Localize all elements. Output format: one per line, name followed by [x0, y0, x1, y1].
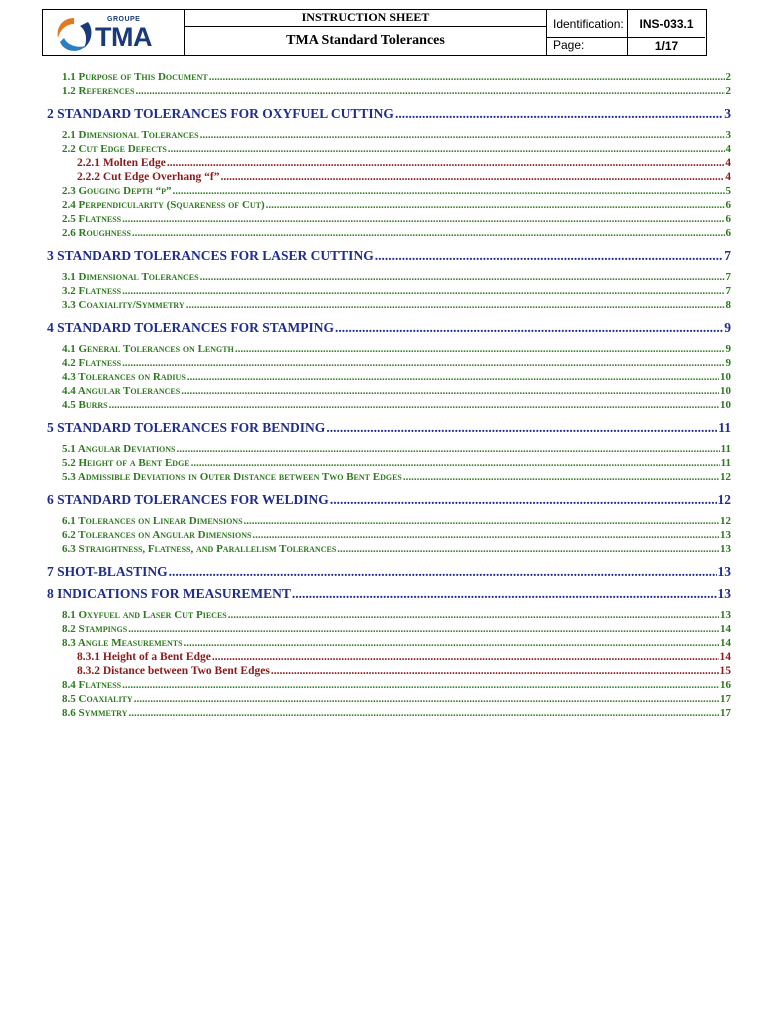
toc-entry-page: 13: [720, 609, 731, 621]
toc-entry-page: 4: [725, 143, 731, 155]
toc-entry-label: 3.2 Flatness: [62, 285, 122, 297]
toc-dot-leader: [266, 199, 725, 211]
toc-entry-label: 3.3 Coaxiality/Symmetry: [62, 299, 185, 311]
toc-entry-label: 8.6 Symmetry: [62, 707, 128, 719]
toc-entry-label: 2.5 Flatness: [62, 213, 122, 225]
toc-entry-label: 2.1 Dimensional Tolerances: [62, 129, 199, 141]
toc-dot-leader: [168, 143, 725, 155]
toc-entry-page: 9: [724, 320, 731, 335]
toc-entry-label: 5.2 Height of a Bent Edge: [62, 457, 190, 469]
toc-dot-leader: [212, 651, 719, 663]
toc-entry-page: 13: [720, 529, 731, 541]
toc-entry-level-1[interactable]: [47, 586, 731, 602]
toc-dot-leader: [128, 623, 719, 635]
toc-dot-leader: [209, 71, 725, 83]
toc-entry-page: 8: [725, 299, 731, 311]
toc-entry-page: 15: [719, 665, 731, 677]
toc-entry-level-3[interactable]: [77, 665, 731, 677]
toc-entry-level-2[interactable]: [62, 515, 731, 527]
company-logo: [43, 10, 185, 55]
toc-entry-level-1[interactable]: [47, 492, 731, 508]
toc-entry-level-2[interactable]: [62, 71, 731, 83]
toc-dot-leader: [191, 457, 720, 469]
toc-entry-page: 14: [720, 637, 731, 649]
toc-dot-leader: [134, 693, 719, 705]
toc-dot-leader: [181, 385, 719, 397]
toc-entry-label: 8.2 Stampings: [62, 623, 128, 635]
toc-entry-level-2[interactable]: [62, 399, 731, 411]
toc-entry-label: 8.5 Coaxiality: [62, 693, 133, 705]
toc-entry-level-2[interactable]: [62, 471, 731, 483]
toc-entry-label: 8.3.2 Distance between Two Bent Edges: [77, 665, 270, 677]
toc-dot-leader: [135, 85, 724, 97]
toc-dot-leader: [244, 515, 719, 527]
toc-entry-level-2[interactable]: [62, 143, 731, 155]
toc-dot-leader: [186, 299, 725, 311]
toc-entry-level-2[interactable]: [62, 609, 731, 621]
toc-dot-leader: [292, 586, 717, 602]
toc-entry-label: 7 SHOT-BLASTING: [47, 564, 168, 579]
toc-dot-leader: [395, 106, 723, 122]
toc-dot-leader: [200, 271, 725, 283]
toc-entry-level-2[interactable]: [62, 371, 731, 383]
identification-label: Identification:: [547, 10, 627, 38]
toc-entry-level-2[interactable]: [62, 385, 731, 397]
toc-entry-level-2[interactable]: [62, 227, 731, 239]
toc-dot-leader: [122, 357, 724, 369]
toc-dot-leader: [335, 320, 723, 336]
toc-entry-page: 7: [725, 271, 731, 283]
toc-entry-level-2[interactable]: [62, 457, 731, 469]
tma-swirl-icon: [52, 14, 96, 54]
toc-entry-page: 13: [720, 543, 731, 555]
toc-entry-page: 12: [720, 515, 731, 527]
toc-entry-level-2[interactable]: [62, 185, 731, 197]
toc-entry-label: 4.3 Tolerances on Radius: [62, 371, 186, 383]
toc-entry-level-2[interactable]: [62, 543, 731, 555]
toc-entry-level-1[interactable]: [47, 106, 731, 122]
toc-entry-label: 2 STANDARD TOLERANCES FOR OXYFUEL CUTTING: [47, 106, 394, 121]
toc-dot-leader: [173, 185, 725, 197]
document-header: [42, 9, 707, 56]
toc-entry-level-2[interactable]: [62, 213, 731, 225]
toc-entry-label: 2.3 Gouging Depth “p”: [62, 185, 172, 197]
toc-dot-leader: [271, 665, 719, 677]
toc-entry-level-3[interactable]: [77, 171, 731, 183]
toc-entry-label: 4.5 Burrs: [62, 399, 108, 411]
toc-entry-level-2[interactable]: [62, 299, 731, 311]
toc-entry-page: 13: [717, 586, 731, 601]
toc-entry-label: 4.1 General Tolerances on Length: [62, 343, 234, 355]
toc-dot-leader: [326, 420, 717, 436]
logo-name-text: TMA: [95, 22, 152, 52]
toc-dot-leader: [169, 564, 717, 580]
page-value: 1/17: [627, 38, 705, 55]
toc-entry-level-2[interactable]: [62, 693, 731, 705]
toc-dot-leader: [187, 371, 719, 383]
toc-dot-leader: [122, 285, 724, 297]
toc-entry-label: 2.2.2 Cut Edge Overhang “f”: [77, 171, 220, 183]
toc-entry-label: 1.2 References: [62, 85, 135, 97]
toc-dot-leader: [235, 343, 725, 355]
toc-entry-level-2[interactable]: [62, 529, 731, 541]
toc-entry-page: 2: [725, 85, 731, 97]
title-block: [185, 10, 547, 55]
page-label: Page:: [553, 38, 585, 52]
toc-entry-level-2[interactable]: [62, 129, 731, 141]
toc-entry-label: 2.6 Roughness: [62, 227, 131, 239]
toc-entry-label: 6.2 Tolerances on Angular Dimensions: [62, 529, 252, 541]
toc-entry-label: 4.4 Angular Tolerances: [62, 385, 181, 397]
toc-entry-page: 9: [725, 357, 731, 369]
toc-entry-page: 5: [725, 185, 731, 197]
toc-entry-page: 6: [725, 227, 731, 239]
toc-entry-level-1[interactable]: [47, 420, 731, 436]
toc-entry-label: 2.4 Perpendicularity (Squareness of Cut): [62, 199, 265, 211]
toc-entry-label: 2.2.1 Molten Edge: [77, 157, 166, 169]
toc-dot-leader: [403, 471, 719, 483]
toc-entry-page: 4: [725, 157, 731, 169]
toc-entry-page: 6: [725, 199, 731, 211]
document-title: TMA Standard Tolerances: [286, 33, 445, 48]
toc-entry-label: 8.3 Angle Measurements: [62, 637, 183, 649]
toc-dot-leader: [220, 171, 724, 183]
toc-entry-page: 10: [720, 399, 731, 411]
toc-dot-leader: [122, 679, 719, 691]
toc-entry-label: 6.3 Straightness, Flatness, and Parallelism Tolerances: [62, 543, 337, 555]
toc-dot-leader: [177, 443, 720, 455]
toc-entry-label: 8.1 Oxyfuel and Laser Cut Pieces: [62, 609, 227, 621]
toc-entry-page: 2: [725, 71, 731, 83]
toc-entry-page: 17: [720, 707, 731, 719]
toc-dot-leader: [128, 707, 719, 719]
toc-entry-page: 7: [724, 248, 731, 263]
logo-group-text: GROUPE: [107, 16, 141, 23]
toc-dot-leader: [228, 609, 719, 621]
toc-entry-page: 16: [720, 679, 731, 691]
toc-entry-page: 7: [725, 285, 731, 297]
toc-entry-level-2[interactable]: [62, 443, 731, 455]
toc-dot-leader: [132, 227, 725, 239]
toc-entry-level-2[interactable]: [62, 271, 731, 283]
toc-entry-level-3[interactable]: [77, 651, 731, 663]
toc-entry-level-2[interactable]: [62, 343, 731, 355]
toc-entry-page: 11: [718, 420, 731, 435]
toc-entry-label: 4 STANDARD TOLERANCES FOR STAMPING: [47, 320, 335, 335]
toc-entry-page: 3: [725, 129, 731, 141]
toc-dot-leader: [167, 157, 724, 169]
toc-entry-level-1[interactable]: [47, 248, 731, 264]
toc-entry-page: 14: [720, 623, 731, 635]
toc-entry-level-2[interactable]: [62, 637, 731, 649]
toc-entry-label: 8.3.1 Height of a Bent Edge: [77, 651, 211, 663]
toc-entry-label: 4.2 Flatness: [62, 357, 122, 369]
toc-entry-label: 5 STANDARD TOLERANCES FOR BENDING: [47, 420, 326, 435]
toc-entry-page: 17: [720, 693, 731, 705]
toc-entry-level-1[interactable]: [47, 320, 731, 336]
toc-dot-leader: [252, 529, 719, 541]
toc-dot-leader: [337, 543, 719, 555]
toc-entry-label: 8.4 Flatness: [62, 679, 122, 691]
toc-dot-leader: [375, 248, 724, 264]
toc-entry-page: 10: [720, 385, 731, 397]
toc-entry-label: 3 STANDARD TOLERANCES FOR LASER CUTTING: [47, 248, 374, 263]
toc-entry-page: 6: [725, 213, 731, 225]
toc-entry-level-2[interactable]: [62, 285, 731, 297]
toc-entry-level-3[interactable]: [77, 157, 731, 169]
toc-dot-leader: [200, 129, 725, 141]
toc-dot-leader: [122, 213, 724, 225]
sheet-type: INSTRUCTION SHEET: [185, 10, 546, 27]
toc-entry-page: 12: [717, 492, 731, 507]
toc-entry-page: 13: [717, 564, 731, 579]
toc-entry-page: 12: [720, 471, 731, 483]
toc-dot-leader: [184, 637, 719, 649]
toc-dot-leader: [109, 399, 719, 411]
toc-entry-page: 9: [725, 343, 731, 355]
toc-entry-label: 1.1 Purpose of This Document: [62, 71, 208, 83]
toc-entry-level-2[interactable]: [62, 623, 731, 635]
toc-entry-level-2[interactable]: [62, 679, 731, 691]
toc-entry-label: 2.2 Cut Edge Defects: [62, 143, 167, 155]
toc-entry-level-2[interactable]: [62, 357, 731, 369]
toc-entry-level-1[interactable]: [47, 564, 731, 580]
toc-entry-page: 11: [720, 443, 731, 455]
toc-entry-level-2[interactable]: [62, 707, 731, 719]
toc-entry-label: 3.1 Dimensional Tolerances: [62, 271, 199, 283]
toc-entry-page: 3: [724, 106, 731, 121]
toc-entry-level-2[interactable]: [62, 199, 731, 211]
toc-dot-leader: [330, 492, 717, 508]
toc-entry-label: 5.1 Angular Deviations: [62, 443, 176, 455]
identification-value: INS-033.1: [627, 10, 705, 38]
toc-entry-page: 11: [720, 457, 731, 469]
toc-entry-label: 6.1 Tolerances on Linear Dimensions: [62, 515, 243, 527]
toc-entry-label: 5.3 Admissible Deviations in Outer Distance between Two Bent Edges: [62, 471, 402, 483]
toc-entry-page: 14: [719, 651, 731, 663]
toc-entry-page: 4: [725, 171, 731, 183]
toc-entry-label: 6 STANDARD TOLERANCES FOR WELDING: [47, 492, 329, 507]
toc-entry-page: 10: [720, 371, 731, 383]
toc-entry-level-2[interactable]: [62, 85, 731, 97]
toc-entry-label: 8 INDICATIONS FOR MEASUREMENT: [47, 586, 291, 601]
